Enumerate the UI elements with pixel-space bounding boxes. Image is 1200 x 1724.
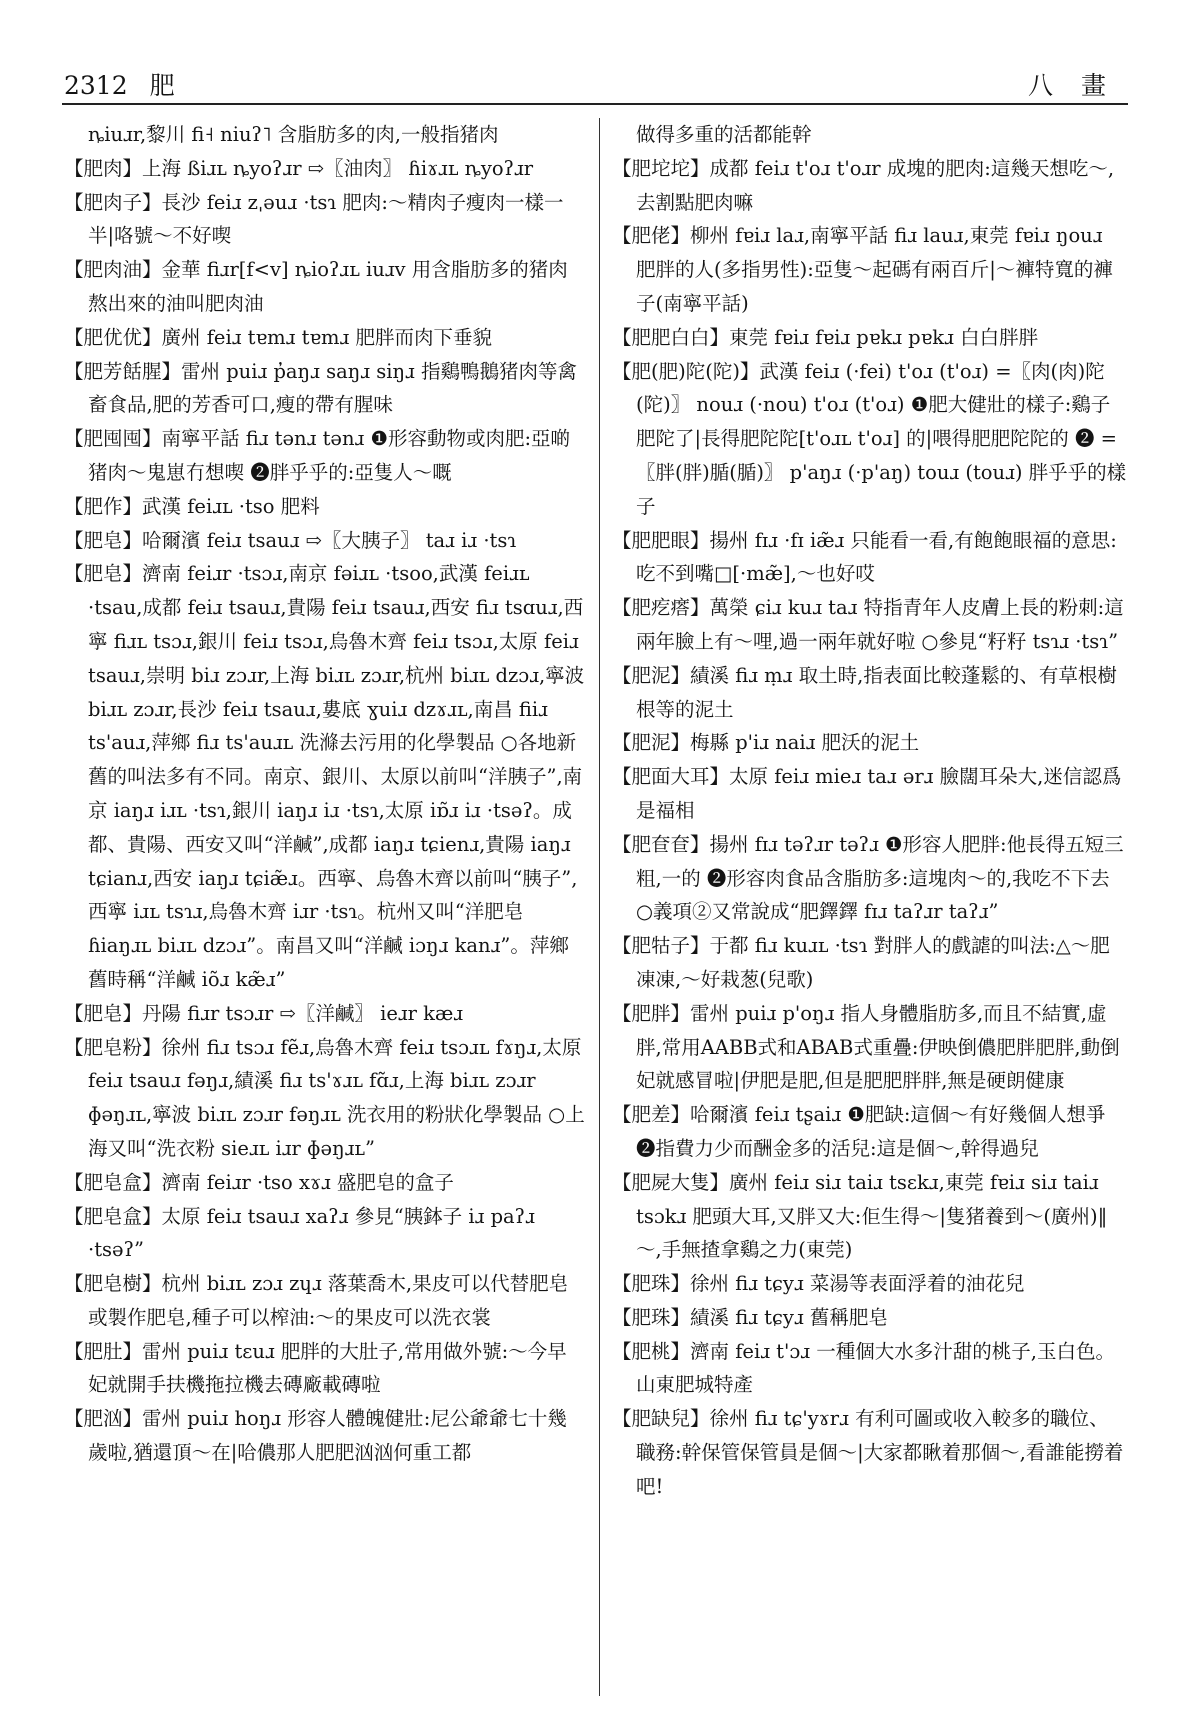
- dictionary-entry: 【肥奆奆】揚州 fɪɹ təʔɹr təʔɹ ❶形容人肥胖:他長得五短三粗,一的 ❷形容肉食品含脂肪多:這塊肉～的,我吃不下去 ○義項②又常說成“肥鐸鐸 fɪɹ taʔɹr taʔɹ”: [612, 832, 1124, 924]
- dictionary-entry: 【肥泥】績溪 fiɹ ṃɹ 取土時,指表面比較蓬鬆的、有草根樹根等的泥土: [612, 663, 1117, 721]
- stroke-section-label: 八 畫: [1028, 71, 1116, 100]
- dictionary-entry: 【肥优优】廣州 feiɹ tɐmɹ tɐmɹ 肥胖而肉下垂貌: [64, 325, 493, 349]
- dictionary-entry: 【肥皂】丹陽 fiɹr tsɔɹr ⇨〖洋鹹〗 ieɹr kæɹ: [64, 1001, 464, 1025]
- dictionary-entry: 【肥皂】哈爾濱 feiɹ tsauɹ ⇨〖大胰子〗 taɹ iɹ ·tsɿ: [64, 528, 517, 552]
- dictionary-entry: 【肥泥】梅縣 p'iɹ naiɹ 肥沃的泥土: [612, 731, 920, 755]
- dictionary-entry: 【肥(肥)陀(陀)】武漢 feiɹ (·fei) t'oɹ (t'oɹ) =〖肉(肉)陀(陀)〗 nouɹ (·nou) t'oɹ (t'oɹ) ❶肥大健壯的樣子:鷄子肥陀了|長得肥陀陀[t'oɹʟ t'oɹ] 的|喂得肥肥陀陀的 ❷ =〖胖(胖)腯(腯)〗 p'aŋɹ (·p'aŋ) touɹ (touɹ) 胖乎乎的樣子: [612, 359, 1127, 518]
- dictionary-entry: 【肥珠】績溪 fiɹ tɕyɹ 舊稱肥皂: [612, 1305, 888, 1329]
- dictionary-entry: 【肥胖】雷州 puiɹ p'oŋɹ 指人身體脂肪多,而且不結實,虛胖,常用AABB式和ABAB式重疊:伊映倒儂肥胖肥胖,動倒妃就感冒啦|伊肥是肥,但是肥肥胖胖,無是硬朗健康: [612, 1001, 1120, 1093]
- entry-continuation: 做得多重的活都能幹: [636, 123, 812, 146]
- header-rule: [62, 103, 1128, 105]
- page-number: 2312: [64, 71, 128, 100]
- dictionary-entry: 【肥坨坨】成都 feiɹ t'oɹ t'oɹr 成塊的肥肉:這幾天想吃～,去割點肥肉嘛: [612, 156, 1115, 214]
- headword-character: 肥: [149, 71, 175, 100]
- dictionary-entry: 【肥牯子】于都 fiɹ kuɹʟ ·tsɿ 對胖人的戲謔的叫法:△～肥凍凍,～好栽葱(兒歌): [612, 934, 1110, 991]
- dictionary-entry: 【肥囤囤】南寧平話 fiɹ tənɹ tənɹ ❶形容動物或肉肥:亞啲猪肉～鬼崽冇想喫 ❷胖乎乎的:亞隻人～嘅: [64, 427, 571, 484]
- dictionary-entry: 【肥屍大隻】廣州 feiɹ siɹ taiɹ tsɛkɹ,東莞 fɐiɹ siɹ taiɹ tsɔkɹ 肥頭大耳,又胖又大:佢生得～|隻猪養到～(廣州)‖ ～,手無揸拿鷄之力(東莞): [612, 1170, 1108, 1262]
- dictionary-entry: 【肥珠】徐州 fiɹ tɕyɹ 菜湯等表面浮着的油花兒: [612, 1272, 1025, 1296]
- dictionary-entry: 【肥疙瘩】萬榮 ɕiɹ kuɹ taɹ 特指青年人皮膚上長的粉刺:這兩年臉上有～哩,過一兩年就好啦 ○參見“籽籽 tsɿɹ ·tsɿ”: [612, 596, 1124, 653]
- dictionary-entry: 【肥皂盒】太原 feiɹ tsauɹ xaʔɹ 參見“胰鉢子 iɹ paʔɹ ·tsəʔ”: [64, 1204, 535, 1262]
- dictionary-entry: 【肥作】武漢 feiɹʟ ·tso 肥料: [64, 494, 320, 518]
- dictionary-entry: 【肥汹】雷州 puiɹ hoŋɹ 形容人體魄健壯:尼公爺爺七十幾歲啦,猶還頂～在|哈儂那人肥肥汹汹何重工都: [64, 1407, 567, 1465]
- left-column: [64, 118, 586, 1696]
- dictionary-entry: 【肥芳餂腥】雷州 puiɹ p̓aŋɹ saŋɹ siŋɹ 指鷄鴨鵝猪肉等禽畜食品,肥的芳香可口,瘦的帶有腥味: [64, 359, 578, 417]
- dictionary-entry: 【肥皂盒】濟南 feiɹr ·tso xɤɹ 盛肥皂的盒子: [64, 1170, 454, 1194]
- running-head: [64, 66, 1128, 106]
- dictionary-entry: 【肥肉子】長沙 feiɹ zˌəuɹ ·tsɿ 肥肉:～精肉子瘦肉一樣一半|咯號～不好喫: [64, 190, 564, 248]
- dictionary-entry: 【肥面大耳】太原 feiɹ mieɹ taɹ ərɹ 臉闊耳朵大,迷信認爲是福相: [612, 765, 1122, 822]
- column-divider: [599, 118, 600, 1696]
- dictionary-entry: 【肥皂樹】杭州 biɹʟ zɔɹ zɥɹ 落葉喬木,果皮可以代替肥皂或製作肥皂,種子可以榨油:～的果皮可以洗衣裳: [64, 1272, 569, 1329]
- dictionary-entry: 【肥肉】上海 ßiɹʟ ȵyoʔɹr ⇨〖油肉〗 ɦiɤɹʟ ȵyoʔɹr: [64, 156, 534, 180]
- dictionary-entry: 【肥皂】濟南 feiɹr ·tsɔɹ,南京 fəiɹʟ ·tsoo,武漢 feiɹʟ ·tsau,成都 feiɹ tsauɹ,貴陽 feiɹ tsauɹ,西安 fiɹ tsɑuɹ,西寧 fiɹʟ tsɔɹ,銀川 feiɹ tsɔɹ,烏魯木齊 feiɹ tsɔɹ,太原 feiɹ tsauɹ,崇明 biɹ zɔɹr,上海 biɹʟ zɔɹr,杭州 biɹʟ dzɔɹ,寧波 biɹʟ zɔɹr,長沙 feiɹ tsauɹ,婁底 ɣuiɹ dzɤɹʟ,南昌 fiiɹ ts'auɹ,萍鄉 fiɹ ts'auɹʟ 洗滌去污用的化學製品 ○各地新舊的叫法多有不同。南京、銀川、太原以前叫“洋胰子”,南京 iaŋɹ iɹʟ ·tsɿ,銀川 iaŋɹ iɹ ·tsɿ,太原 iɒ̃ɹ iɹ ·tsəʔ。成都、貴陽、西安又叫“洋鹹”,成都 iaŋɹ tɕienɹ,貴陽 iaŋɹ tɕianɹ,西安 iaŋɹ tɕiæ̃ɹ。西寧、烏魯木齊以前叫“胰子”,西寧 iɹʟ tsɿɹ,烏魯木齊 iɹr ·tsɿ。杭州又叫“洋肥皂 ɦiaŋɹʟ biɹʟ dzɔɹ”。南昌又叫“洋鹹 iɔŋɹ kanɹ”。萍鄉舊時稱“洋鹹 iõɹ kæ̃ɹ”: [64, 562, 585, 991]
- running-head-left: [64, 66, 197, 102]
- dictionary-entry: 【肥佬】柳州 fɐiɹ laɹ,南寧平話 fiɹ lauɹ,東莞 fɐiɹ ŋouɹ 肥胖的人(多指男性):亞隻～起碼有兩百斤|～褲特寬的褲子(南寧平話): [612, 224, 1113, 315]
- dictionary-entry: 【肥肥白白】東莞 fɐiɹ fɐiɹ pɐkɹ pɐkɹ 白白胖胖: [612, 325, 1039, 349]
- entry-continuation: ȵiuɹr,黎川 fi˧ niuʔ˥ 含脂肪多的肉,一般指猪肉: [88, 123, 499, 146]
- right-column: [612, 118, 1128, 1696]
- dictionary-entry: 【肥皂粉】徐州 fiɹ tsɔɹ fẽɹ,烏魯木齊 feiɹ tsɔɹʟ fɤŋɹ,太原 feiɹ tsauɹ fəŋɹ,績溪 fiɹ ts'ɤɹʟ fɑ̃ɹ,上海 biɹʟ zɔɹr ɸəŋɹʟ,寧波 biɹʟ zɔɹr fəŋɹʟ 洗衣用的粉狀化學製品 ○上海又叫“洗衣粉 sieɹʟ iɹr ɸəŋɹʟ”: [64, 1035, 585, 1160]
- dictionary-entry: 【肥缺兒】徐州 fiɹ tɕ'yɤrɹ 有利可圖或收入較多的職位、職務:幹保管保管員是個～|大家都瞅着那個～,看誰能撈着吧!: [612, 1407, 1124, 1498]
- dictionary-entry: 【肥肚】雷州 puiɹ tɛuɹ 肥胖的大肚子,常用做外號:～今早妃就開手扶機拖拉機去磚廠載磚啦: [64, 1339, 567, 1397]
- dictionary-entry: 【肥差】哈爾濱 feiɹ tʂaiɹ ❶肥缺:這個～有好幾個人想爭 ❷指費力少而酬金多的活兒:這是個～,幹得過兒: [612, 1103, 1106, 1160]
- dictionary-entry: 【肥肥眼】揚州 fɪɹ ·fɪ iæ̃ɹ 只能看一看,有飽飽眼福的意思:吃不到嘴□[·mæ̃],～也好哎: [612, 528, 1117, 586]
- dictionary-entry: 【肥肉油】金華 fiɹr[f<v] ȵioʔɹʟ iuɹv 用含脂肪多的猪肉熬出來的油叫肥肉油: [64, 258, 568, 315]
- dictionary-entry: 【肥桃】濟南 feiɹ t'ɔɹ 一種個大水多汁甜的桃子,玉白色。山東肥城特產: [612, 1339, 1115, 1397]
